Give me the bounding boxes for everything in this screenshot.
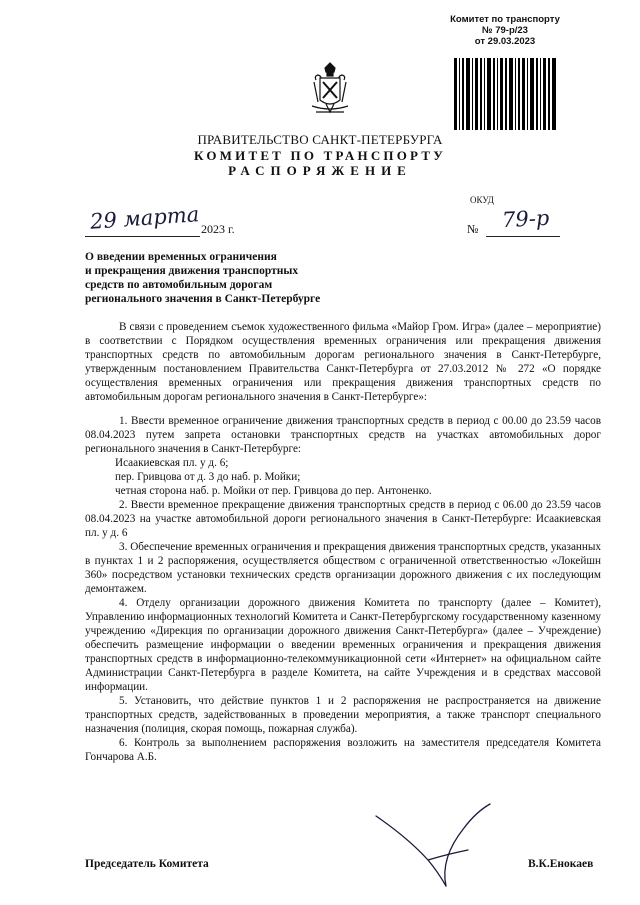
handwritten-signature: [368, 798, 498, 890]
signatory-name: В.К.Енокаев: [528, 858, 594, 870]
paragraph-6: 6. Контроль за выполнением распоряжения возложить на заместителя председателя Комитета Гончарова А.Б.: [85, 737, 601, 763]
subject-line: регионального значения в Санкт-Петербурге: [85, 293, 321, 305]
subject-line: средств по автомобильным дорогам: [85, 279, 273, 291]
paragraph-4: 4. Отделу организации дорожного движения Комитета по транспорту (далее – Комитет), Управлению информационных технологий Комитета и Санкт-Петербургскому государственному казенному учреждению «Дирекция по организации дорожного движения Санкт-Петербурга» (далее – Учреждение) обеспечить размещение информации о введении временных ограничения и прекращения движения транспортных средств в информационно-телекоммуникационной сети «Интернет» на официальном сайте Администрации Санкт-Петербурга в разделе Комитета, на сайте Учреждения и в средствах массовой информации.: [85, 597, 601, 693]
document-subject: [85, 250, 385, 306]
paragraph-1-item: пер. Гривцова от д. 3 до наб. р. Мойки;: [115, 471, 301, 483]
handwritten-number: 79-р: [501, 205, 550, 233]
coat-of-arms-icon: [308, 62, 352, 120]
paragraph-1-item: Исаакиевская пл. у д. 6;: [115, 457, 229, 469]
paragraph-1-item: четная сторона наб. р. Мойки от пер. Гривцова до пер. Антоненко.: [115, 485, 432, 497]
barcode-icon: [452, 56, 560, 132]
intro-paragraph: В связи с проведением съемок художественного фильма «Майор Гром. Игра» (далее – мероприятие) в соответствии с Порядком осуществления временных ограничения или прекращения движения транспортных средств по автомобильным дорогам регионального значения в Санкт-Петербурге, утвержденным постановлением Правительства Санкт-Петербурга от 27.03.2012 № 272 «О порядке осуществления временных ограничения или прекращения движения транспортных средств по автомобильным дорогам регионального значения в Санкт-Петербурге»:: [85, 321, 601, 403]
paragraph-5: 5. Установить, что действие пунктов 1 и 2 распоряжения не распространяется на движение транспортных средств, задействованных в проведении мероприятия, а также транспорт специального назначения (полиция, скорая помощь, пожарная служба).: [85, 695, 601, 735]
registration-stamp: [440, 14, 570, 47]
paragraph-2: 2. Ввести временное прекращение движения транспортных средств в период с 06.00 до 23.59 часов 08.04.2023 на участке автомобильной дороги регионального значения в Санкт-Петербурге: Исаакиевская пл. у д. 6: [85, 499, 601, 539]
government-title: ПРАВИТЕЛЬСТВО САНКТ-ПЕТЕРБУРГА: [197, 132, 443, 147]
stamp-committee: Комитет по транспорту: [450, 14, 560, 25]
paragraph-1: 1. Ввести временное ограничение движения транспортных средств в период с 00.00 до 23.59 часов 08.04.2023 путем запрета остановки транспортных средств на участках автомобильных дорог регионального значения в Санкт-Петербурге:: [85, 415, 601, 455]
signatory-position: Председатель Комитета: [85, 858, 209, 870]
stamp-number: № 79-р/23: [482, 25, 528, 36]
number-label: №: [467, 222, 479, 236]
handwritten-date: 29 марта: [89, 202, 200, 234]
document-body: [85, 320, 601, 764]
date-year: 2023 г.: [201, 222, 235, 236]
subject-line: и прекращения движения транспортных: [85, 265, 299, 277]
stamp-date: от 29.03.2023: [474, 36, 536, 47]
okud-label: ОКУД: [470, 195, 494, 205]
subject-line: О введении временных ограничения: [85, 251, 277, 263]
committee-title: КОМИТЕТ ПО ТРАНСПОРТУ: [194, 148, 446, 163]
document-type: РАСПОРЯЖЕНИЕ: [228, 163, 412, 178]
paragraph-3: 3. Обеспечение временных ограничения и прекращения движения транспортных средств, указанных в пунктах 1 и 2 распоряжения, осуществляется обществом с ограниченной ответственностью «Локейшн 360» посредством установки технических средств организации дорожного движения с их последующим демонтажем.: [85, 541, 601, 595]
